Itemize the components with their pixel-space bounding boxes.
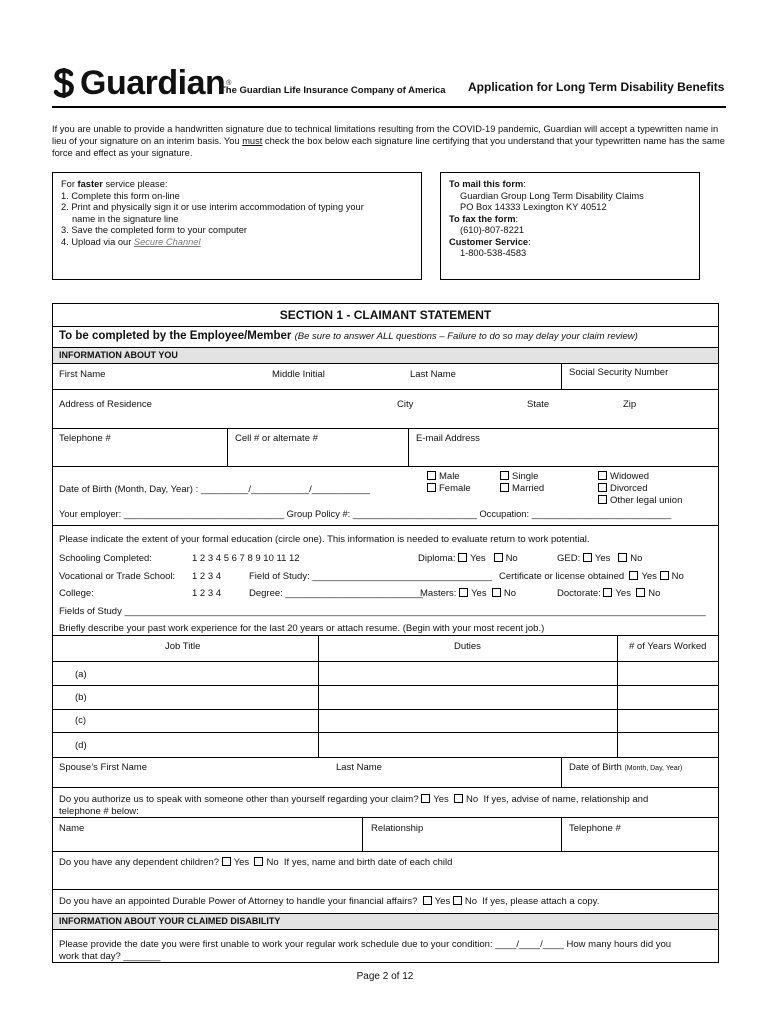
page-number: Page 2 of 12: [356, 971, 414, 982]
claimant-statement-form: [52, 303, 719, 963]
logo-wordmark: Guardian: [80, 64, 226, 102]
college-options[interactable]: 1 2 3 4: [192, 588, 222, 599]
cell-field[interactable]: Cell # or alternate #: [235, 433, 318, 444]
covid-signature-notice: If you are unable to provide a handwritten signature due to technical limitations resulting from the COVID-19 pandemic, Guardian will accept a typewritten name in lieu of your signature on an interim basis. You must check the box below each signature line certifying that you understand that your typewritten name has the same force and effect as your signature.: [52, 124, 725, 158]
dependent-children-question: Do you have any dependent children? Yes No If yes, name and birth date of each child: [59, 857, 453, 868]
zip-field[interactable]: Zip: [623, 399, 637, 410]
ged-yes-checkbox[interactable]: [583, 553, 592, 562]
divorced-checkbox[interactable]: Divorced: [598, 483, 648, 494]
vocational-label: Vocational or Trade School:: [59, 571, 176, 582]
authorize-question: Do you authorize us to speak with someone other than yourself regarding your claim? Yes No If yes, advise of name, relationship and: [59, 794, 649, 805]
doctorate-no-checkbox[interactable]: [636, 588, 645, 597]
male-checkbox[interactable]: Male: [427, 471, 460, 482]
diploma-question: Diploma: Yes No: [418, 553, 518, 564]
spouse-dob-field[interactable]: Date of Birth (Month, Day, Year): [569, 762, 683, 773]
poa-no-checkbox[interactable]: [453, 896, 462, 905]
power-of-attorney-question: Do you have an appointed Durable Power of Attorney to handle your financial affairs? Yes No If yes, please attach a copy.: [59, 896, 600, 907]
first-name-field[interactable]: First Name: [59, 369, 106, 380]
certificate-yes-checkbox[interactable]: [629, 571, 638, 580]
address-field[interactable]: Address of Residence: [59, 399, 152, 410]
vocational-options[interactable]: 1 2 3 4: [192, 571, 222, 582]
job-row-c[interactable]: (c): [75, 715, 87, 726]
section-title: SECTION 1 - CLAIMANT STATEMENT: [279, 308, 492, 322]
years-worked-header: # of Years Worked: [629, 641, 707, 652]
hours-worked-question[interactable]: work that day? _______: [59, 951, 161, 962]
authorize-yes-checkbox[interactable]: [421, 794, 430, 803]
schooling-options[interactable]: 1 2 3 4 5 6 7 8 9 10 11 12: [192, 553, 300, 564]
college-label: College:: [59, 588, 94, 599]
duties-header: Duties: [454, 641, 481, 652]
diploma-no-checkbox[interactable]: [494, 553, 503, 562]
job-row-b[interactable]: (b): [75, 692, 87, 703]
section-subtitle: To be completed by the Employee/Member (Be sure to answer ALL questions – Failure to do so may delay your claim review): [59, 330, 638, 342]
field-of-study-field[interactable]: Field of Study: __________________________________: [249, 571, 493, 582]
header-divider: [52, 106, 726, 108]
contact-box: To mail this form: Guardian Group Long Term Disability Claims PO Box 14333 Lexington KY 40512 To fax the form: (610)-807-8221 Customer Service: 1-800-538-4583: [440, 172, 700, 280]
authorized-name-field[interactable]: Name: [59, 823, 85, 834]
certificate-no-checkbox[interactable]: [660, 571, 669, 580]
masters-yes-checkbox[interactable]: [459, 588, 468, 597]
info-about-you-header: INFORMATION ABOUT YOU: [59, 350, 178, 360]
authorized-telephone-field[interactable]: Telephone #: [569, 823, 621, 834]
education-instructions: Please indicate the extent of your formal education (circle one). This information is needed to evaluate return to work potential.: [59, 534, 590, 545]
company-name: The Guardian Life Insurance Company of America: [220, 85, 446, 96]
first-unable-date-question[interactable]: Please provide the date you were first unable to work your regular work schedule due to your condition: ____/____/____ How many hours did you: [59, 939, 672, 950]
doctorate-question: Doctorate: Yes No: [557, 588, 661, 599]
poa-yes-checkbox[interactable]: [423, 896, 432, 905]
spouse-first-name-field[interactable]: Spouse’s First Name: [59, 762, 147, 773]
work-experience-instructions: Briefly describe your past work experience for the last 20 years or attach resume. (Begin with your most recent job.): [59, 623, 545, 634]
certificate-question: Certificate or license obtained Yes No: [499, 571, 684, 582]
female-checkbox[interactable]: Female: [427, 483, 471, 494]
children-yes-checkbox[interactable]: [222, 857, 231, 866]
email-field[interactable]: E-mail Address: [416, 433, 480, 444]
ged-no-checkbox[interactable]: [618, 553, 627, 562]
middle-initial-field[interactable]: Middle Initial: [272, 369, 325, 380]
telephone-field[interactable]: Telephone #: [59, 433, 111, 444]
other-legal-union-checkbox[interactable]: Other legal union: [598, 495, 682, 506]
registered-mark: ®: [226, 79, 232, 87]
doctorate-yes-checkbox[interactable]: [603, 588, 612, 597]
authorize-no-checkbox[interactable]: [454, 794, 463, 803]
secure-channel-link[interactable]: Secure Channel: [133, 236, 201, 247]
job-row-d[interactable]: (d): [75, 740, 87, 751]
guardian-logo: [52, 66, 231, 100]
single-checkbox[interactable]: Single: [500, 471, 538, 482]
masters-no-checkbox[interactable]: [492, 588, 501, 597]
ged-question: GED: Yes No: [557, 553, 643, 564]
married-checkbox[interactable]: Married: [500, 483, 544, 494]
employer-policy-occupation-line[interactable]: Your employer: _______________________________ Group Policy #: ________________________ Occupation: ___________________________: [59, 509, 672, 519]
city-field[interactable]: City: [397, 399, 414, 410]
widowed-checkbox[interactable]: Widowed: [598, 471, 649, 482]
last-name-field[interactable]: Last Name: [410, 369, 456, 380]
faster-service-box: For faster service please: 1. Complete this form on-line 2. Print and physically sign it or use interim accommodation of typing your name in the signature line 3. Save the completed form to your computer 4. Upload via our Secure Channel: [52, 172, 422, 280]
authorize-question-cont: telephone # below:: [59, 806, 139, 817]
job-row-a[interactable]: (a): [75, 669, 87, 680]
fields-of-study-field[interactable]: Fields of Study ______________________________________________________________________________________________________________: [59, 606, 706, 617]
dob-field[interactable]: Date of Birth (Month, Day, Year) : _________/___________/___________: [59, 484, 370, 495]
guardian-logo-icon: [52, 68, 76, 98]
ssn-field[interactable]: Social Security Number: [569, 367, 669, 378]
state-field[interactable]: State: [527, 399, 550, 410]
diploma-yes-checkbox[interactable]: [458, 553, 467, 562]
children-no-checkbox[interactable]: [254, 857, 263, 866]
schooling-label: Schooling Completed:: [59, 553, 152, 564]
spouse-last-name-field[interactable]: Last Name: [336, 762, 382, 773]
job-title-header: Job Title: [165, 641, 201, 652]
masters-question: Masters: Yes No: [420, 588, 517, 599]
claimed-disability-header: INFORMATION ABOUT YOUR CLAIMED DISABILITY: [59, 916, 281, 926]
degree-field[interactable]: Degree: __________________________: [249, 588, 423, 599]
page-title: Application for Long Term Disability Benefits: [468, 80, 725, 94]
authorized-relationship-field[interactable]: Relationship: [371, 823, 424, 834]
